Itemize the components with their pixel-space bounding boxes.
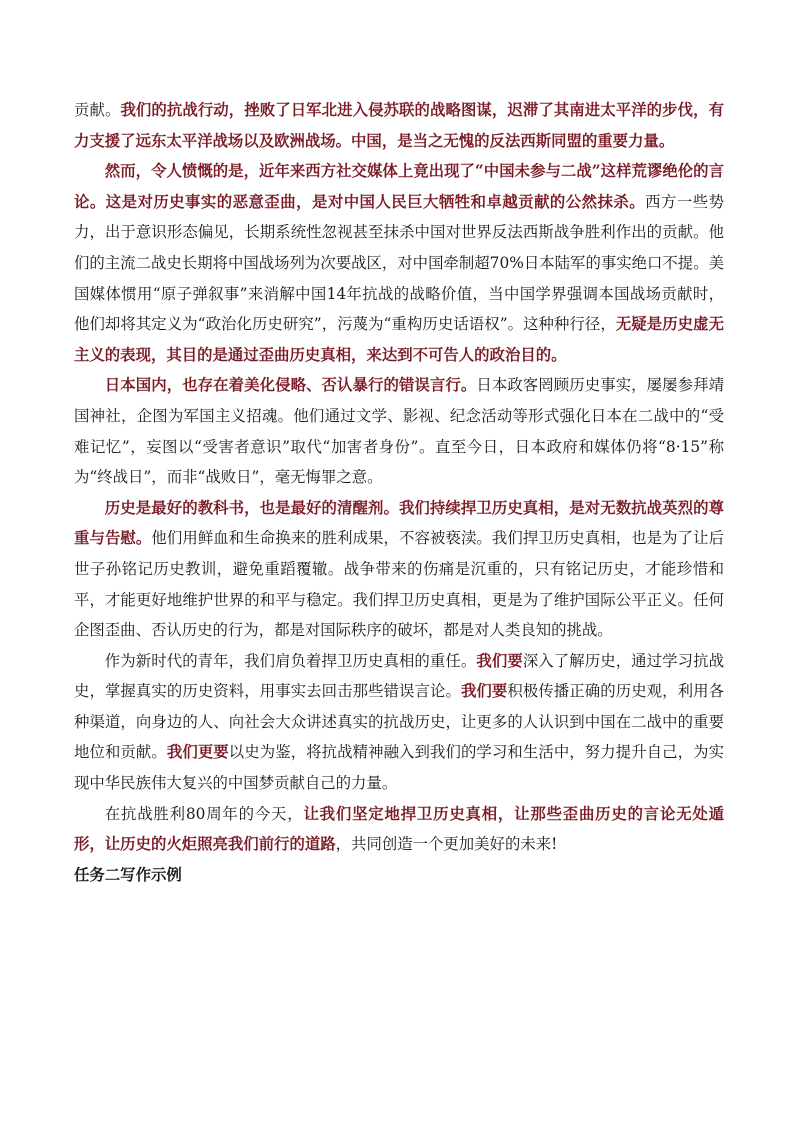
paragraph (74, 370, 724, 492)
highlighted-text: 我们要 (460, 682, 508, 701)
body-text: 以史为鉴，将抗战精神融入到我们的学习和生活中，努力提升自己，为实现中华民族伟大复兴的中国梦贡献自己的力量。 (74, 743, 724, 793)
paragraph (74, 646, 724, 799)
body-text: 作为新时代的青年，我们肩负着捍卫历史真相的重任。 (104, 651, 477, 670)
highlighted-text: 然而，令人愤慨的是，近年来西方社交媒体上竟出现了“中国未参与二战”这样荒谬绝伦的言论。这是对历史事实的恶意歪曲，是对中国人民巨大牺牲和卓越贡献的公然抹杀。 (74, 162, 724, 211)
body-text: 西方一些势力，出于意识形态偏见，长期系统性忽视甚至抹杀中国对世界反法西斯战争胜利作出的贡献。他们的主流二战史长期将中国战场列为次要战区，对中国牵制超70%日本陆军的事实绝口不提。美国媒体惯用“原子弹叙事”来消解中国14年抗战的战略价值，当中国学界强调本国战场贡献时，他们却将其定义为“政治化历史研究”，污蔑为“重构历史话语权”。这种种行径， (74, 192, 724, 334)
article-body (74, 95, 724, 860)
body-text: 日本政客罔顾历史事实，屡屡参拜靖国神社，企图为军国主义招魂。他们通过文学、影视、纪念活动等形式强化日本在二战中的“受难记忆”，妄图以“受害者意识”取代“加害者身份”。直至今日，日本政府和媒体仍将“8·15”称为“终战日”，而非“战败日”，毫无悔罪之意。 (74, 376, 724, 487)
body-text: 贡献。 (74, 101, 121, 119)
body-text: 积极传播正确的历史观，利用各种渠道，向身边的人、向社会大众讲述真实的抗战历史，让更多的人认识到中国在二战中的重要地位和贡献。 (74, 682, 724, 762)
body-text: 在抗战胜利80周年的今天， (104, 804, 304, 823)
document-page (74, 95, 724, 890)
paragraph (74, 493, 724, 646)
highlighted-text: 我们更要 (166, 743, 229, 762)
highlighted-text: 无疑是历史虚无主义的表现，其目的是通过歪曲历史真相，来达到不可告人的政治目的。 (74, 315, 724, 364)
paragraph (74, 156, 724, 370)
highlighted-text: 历史是最好的教科书，也是最好的清醒剂。我们持续捍卫历史真相，是对无数抗战英烈的尊重与告慰。 (74, 498, 724, 548)
body-text: ，共同创造一个更加美好的未来! (335, 835, 558, 854)
section-heading: 任务二写作示例 (74, 865, 182, 884)
highlighted-text: 日本国内，也存在着美化侵略、否认暴行的错误言行。 (104, 376, 477, 395)
highlighted-text: 我们要 (476, 651, 523, 670)
highlighted-text: 让我们坚定地捍卫历史真相，让那些歪曲历史的言论无处遁形，让历史的火炬照亮我们前行的道路 (74, 804, 724, 854)
body-text: 他们用鲜血和生命换来的胜利成果，不容被亵渎。我们捍卫历史真相，也是为了让后世子孙铭记历史教训，避免重蹈覆辙。战争带来的伤痛是沉重的，只有铭记历史，才能珍惜和平，才能更好地维护世界的和平与稳定。我们捍卫历史真相，更是为了维护国际公平正义。任何企图歪曲、否认历史的行为，都是对国际秩序的破坏，都是对人类良知的挑战。 (74, 529, 724, 640)
body-text: 深入了解历史，通过学习抗战史，掌握真实的历史资料，用事实去回击那些错误言论。 (74, 651, 724, 701)
paragraph (74, 799, 724, 860)
highlighted-text: 我们的抗战行动，挫败了日军北进入侵苏联的战略图谋，迟滞了其南进太平洋的步伐，有力支援了远东太平洋战场以及欧洲战场。中国，是当之无愧的反法西斯同盟的重要力量。 (74, 101, 724, 150)
paragraph (74, 95, 724, 156)
